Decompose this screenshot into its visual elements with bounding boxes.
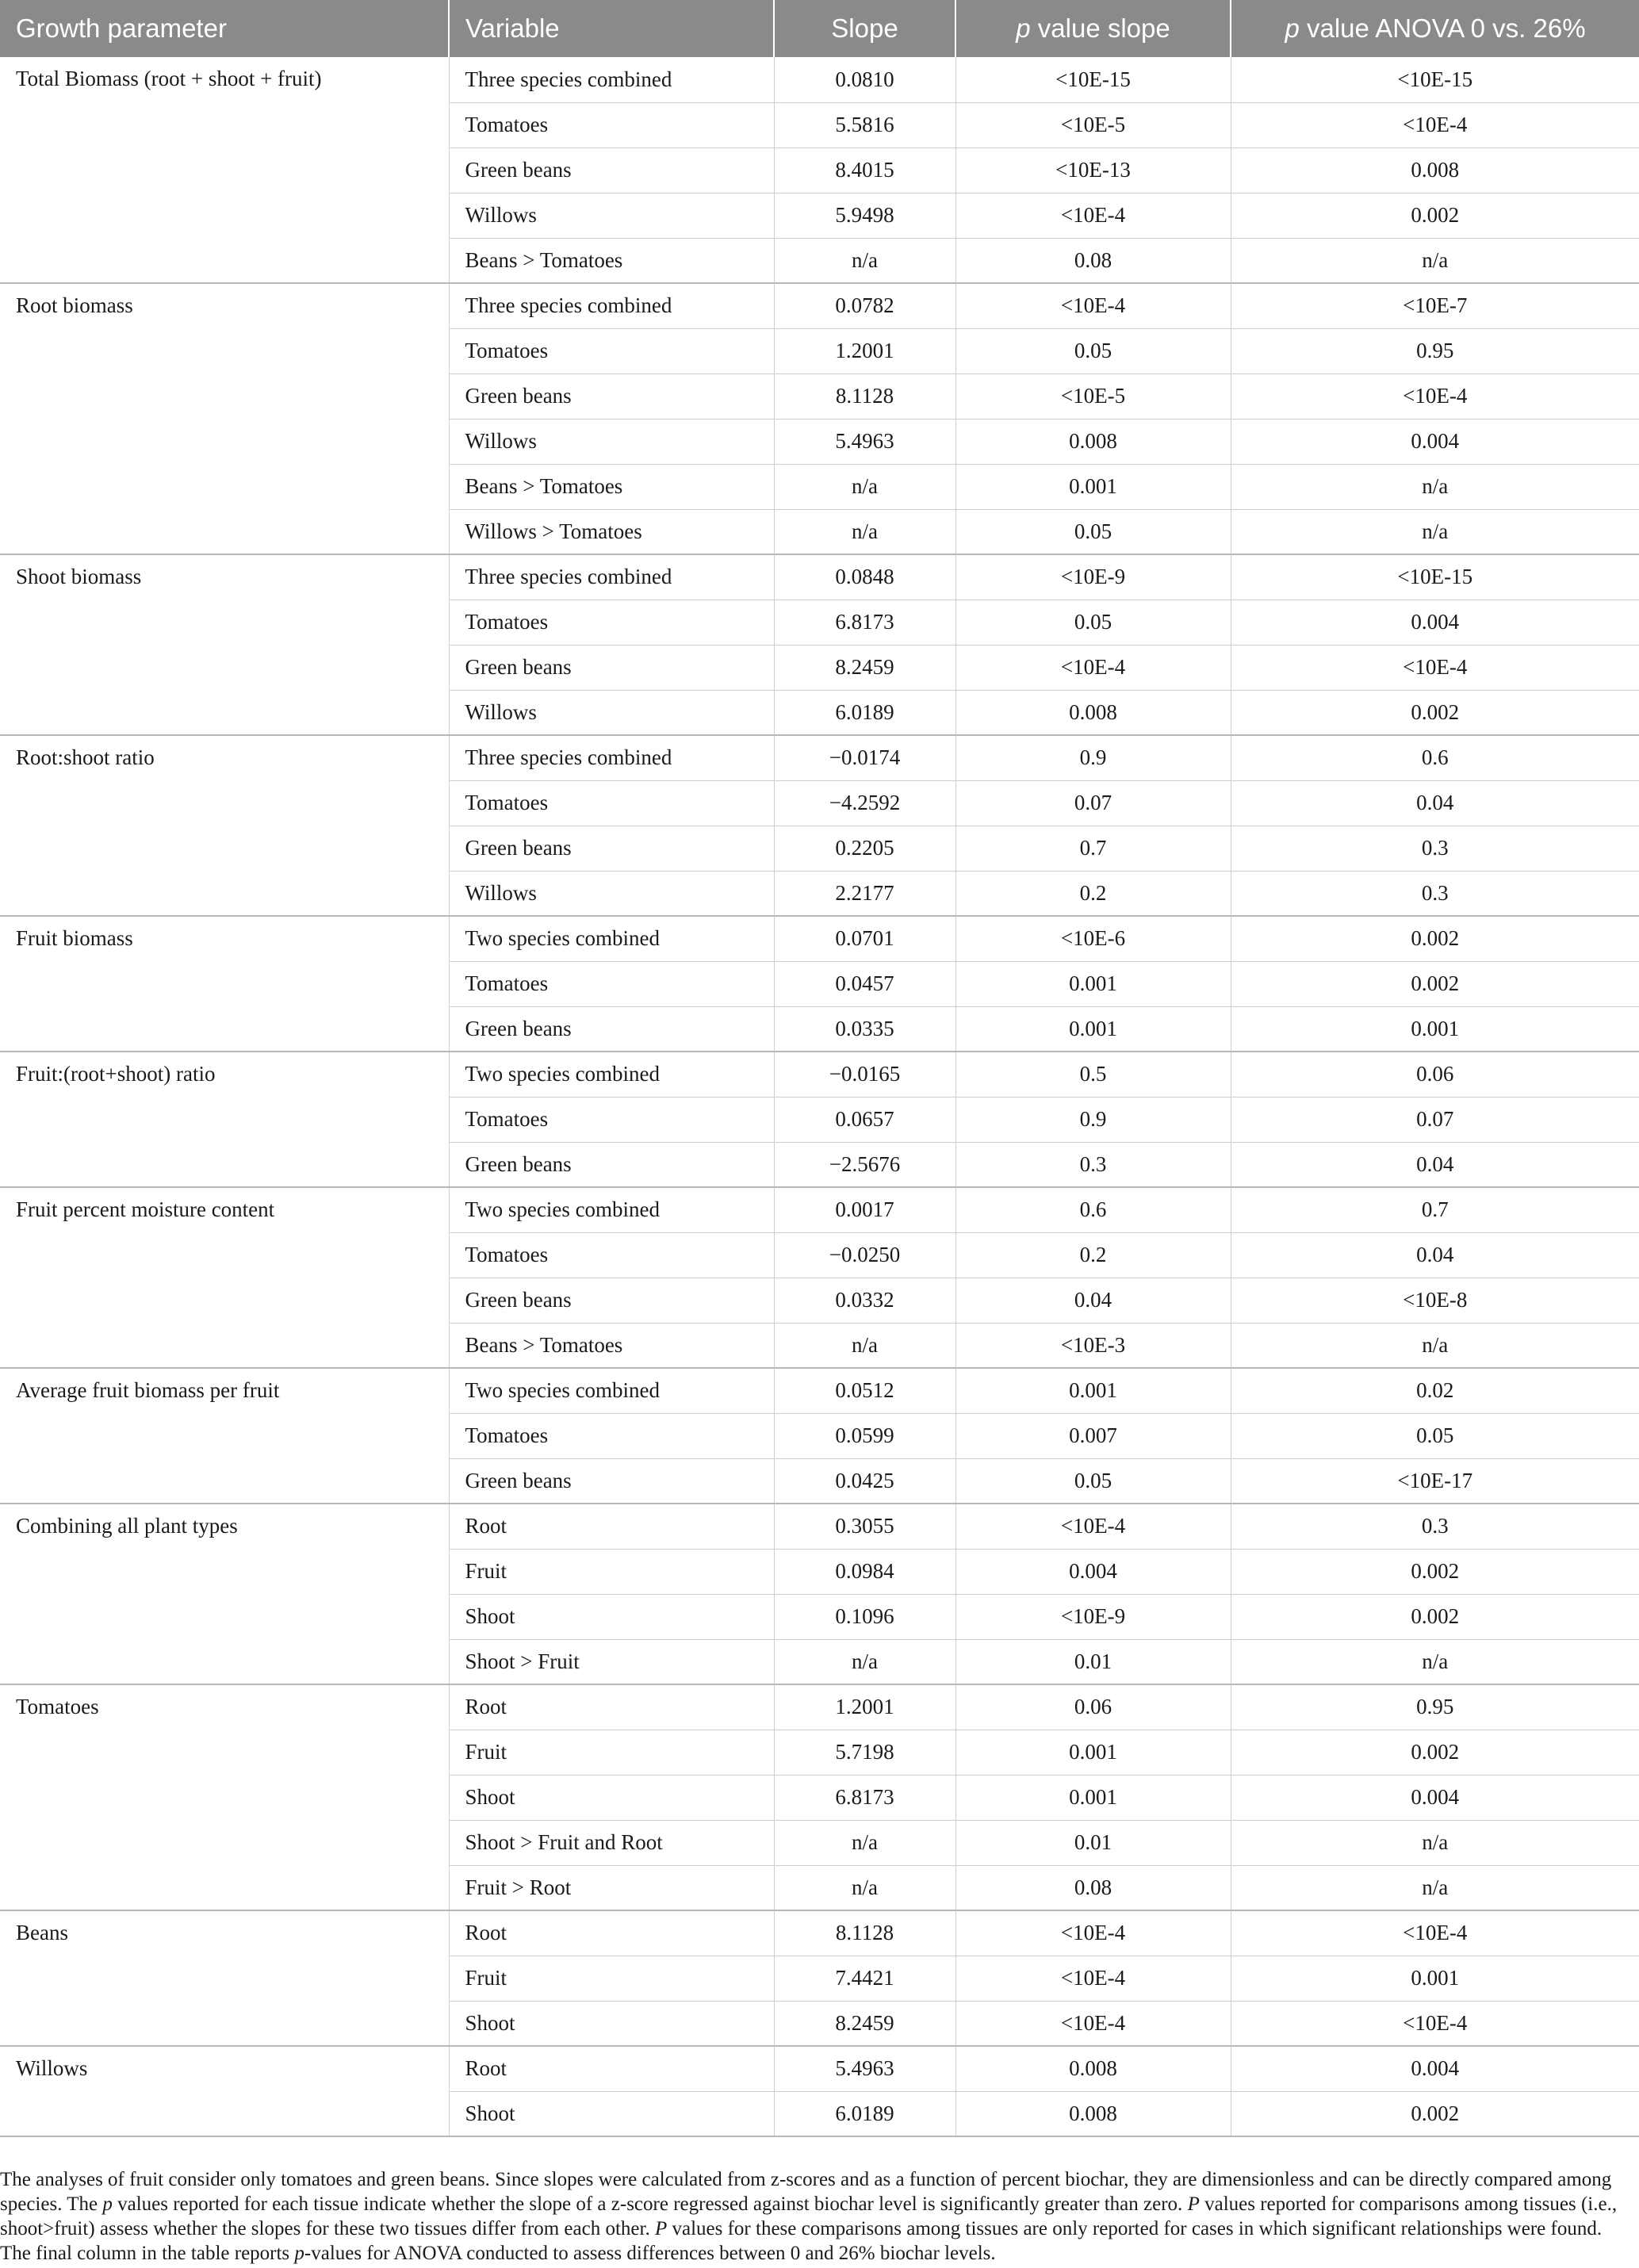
slope-cell: 0.0701: [774, 916, 955, 961]
variable-cell: Tomatoes: [449, 102, 774, 147]
footnote-italic-p: p: [102, 2193, 113, 2215]
p-value-anova-cell: 0.002: [1231, 1730, 1639, 1775]
p-value-anova-cell: 0.05: [1231, 1413, 1639, 1458]
p-value-anova-cell: n/a: [1231, 464, 1639, 509]
table-row: [0, 554, 1639, 600]
variable-cell: Three species combined: [449, 57, 774, 102]
growth-parameter-cell: Beans: [0, 1910, 449, 2046]
p-value-anova-cell: n/a: [1231, 1323, 1639, 1368]
variable-cell: Two species combined: [449, 916, 774, 961]
p-value-slope-cell: 0.06: [955, 1684, 1231, 1730]
p-value-anova-cell: n/a: [1231, 1865, 1639, 1910]
slope-cell: 6.8173: [774, 1775, 955, 1820]
table-row: [0, 1910, 1639, 1956]
p-value-slope-cell: 0.05: [955, 600, 1231, 645]
p-value-slope-cell: 0.008: [955, 2091, 1231, 2136]
table-row: [0, 1187, 1639, 1232]
p-value-slope-cell: <10E-4: [955, 1910, 1231, 1956]
p-value-slope-cell: <10E-6: [955, 916, 1231, 961]
p-value-anova-cell: <10E-4: [1231, 2001, 1639, 2046]
p-value-anova-cell: n/a: [1231, 238, 1639, 283]
variable-cell: Three species combined: [449, 735, 774, 780]
p-value-slope-cell: 0.6: [955, 1187, 1231, 1232]
p-value-slope-cell: <10E-4: [955, 1956, 1231, 2001]
variable-cell: Tomatoes: [449, 1232, 774, 1278]
p-value-anova-cell: 0.004: [1231, 600, 1639, 645]
slope-cell: 6.0189: [774, 2091, 955, 2136]
p-value-slope-cell: 0.9: [955, 735, 1231, 780]
variable-cell: Three species combined: [449, 554, 774, 600]
growth-parameter-cell: Fruit percent moisture content: [0, 1187, 449, 1368]
p-value-slope-cell: <10E-4: [955, 1504, 1231, 1549]
header-p-value-slope: [955, 0, 1231, 57]
slope-cell: 6.8173: [774, 600, 955, 645]
variable-cell: Root: [449, 2046, 774, 2091]
p-value-slope-cell: 0.05: [955, 509, 1231, 554]
p-value-anova-cell: n/a: [1231, 509, 1639, 554]
slope-cell: 5.4963: [774, 2046, 955, 2091]
slope-cell: −0.0250: [774, 1232, 955, 1278]
p-value-slope-cell: 0.08: [955, 1865, 1231, 1910]
variable-cell: Green beans: [449, 645, 774, 690]
slope-cell: −0.0165: [774, 1052, 955, 1097]
p-value-slope-cell: 0.001: [955, 1730, 1231, 1775]
table-row: [0, 1052, 1639, 1097]
p-value-anova-cell: <10E-17: [1231, 1458, 1639, 1504]
slope-cell: 0.0782: [774, 283, 955, 328]
p-value-slope-cell: <10E-5: [955, 374, 1231, 419]
variable-cell: Green beans: [449, 147, 774, 193]
p-value-anova-cell: 0.001: [1231, 1956, 1639, 2001]
variable-cell: Shoot: [449, 1594, 774, 1639]
slope-cell: 7.4421: [774, 1956, 955, 2001]
growth-parameter-cell: Combining all plant types: [0, 1504, 449, 1684]
table-row: [0, 283, 1639, 328]
slope-cell: 0.1096: [774, 1594, 955, 1639]
header-slope: Slope: [774, 0, 955, 57]
p-value-anova-cell: 0.002: [1231, 916, 1639, 961]
variable-cell: Tomatoes: [449, 600, 774, 645]
p-value-anova-cell: 0.001: [1231, 1006, 1639, 1052]
p-value-slope-cell: 0.001: [955, 1368, 1231, 1413]
table-row: [0, 916, 1639, 961]
slope-cell: 0.0848: [774, 554, 955, 600]
growth-parameter-cell: Average fruit biomass per fruit: [0, 1368, 449, 1504]
p-value-slope-cell: 0.9: [955, 1097, 1231, 1142]
slope-cell: 0.0425: [774, 1458, 955, 1504]
growth-parameter-cell: Total Biomass (root + shoot + fruit): [0, 57, 449, 283]
p-value-slope-cell: 0.01: [955, 1820, 1231, 1865]
p-value-slope-cell: 0.007: [955, 1413, 1231, 1458]
slope-cell: n/a: [774, 1865, 955, 1910]
growth-parameter-cell: Fruit:(root+shoot) ratio: [0, 1052, 449, 1187]
p-value-anova-cell: 0.002: [1231, 690, 1639, 735]
variable-cell: Root: [449, 1504, 774, 1549]
table-row: [0, 2046, 1639, 2091]
variable-cell: Green beans: [449, 1006, 774, 1052]
p-value-anova-cell: <10E-4: [1231, 1910, 1639, 1956]
variable-cell: Fruit: [449, 1730, 774, 1775]
slope-cell: 8.1128: [774, 1910, 955, 1956]
p-value-slope-cell: 0.004: [955, 1549, 1231, 1594]
slope-cell: 5.5816: [774, 102, 955, 147]
variable-cell: Tomatoes: [449, 1097, 774, 1142]
p-value-slope-cell: 0.5: [955, 1052, 1231, 1097]
p-value-slope-cell: 0.001: [955, 1006, 1231, 1052]
variable-cell: Green beans: [449, 1142, 774, 1187]
variable-cell: Willows: [449, 193, 774, 238]
p-value-anova-cell: 0.7: [1231, 1187, 1639, 1232]
variable-cell: Two species combined: [449, 1368, 774, 1413]
slope-cell: 0.0657: [774, 1097, 955, 1142]
p-value-anova-cell: 0.002: [1231, 1549, 1639, 1594]
p-value-slope-cell: <10E-4: [955, 193, 1231, 238]
slope-cell: 2.2177: [774, 871, 955, 916]
variable-cell: Tomatoes: [449, 328, 774, 374]
footnote-text-3: values reported for comparisons among tissues (i.e., shoot>fruit) assess whether the slopes for these two tissues differ from each other.: [0, 2193, 1618, 2239]
slope-cell: 0.0017: [774, 1187, 955, 1232]
footnote-text-5: -values for ANOVA conducted to assess differences between 0 and 26% biochar levels.: [304, 2243, 996, 2264]
p-value-anova-cell: 0.3: [1231, 826, 1639, 871]
p-value-anova-cell: 0.07: [1231, 1097, 1639, 1142]
slope-cell: 0.0457: [774, 961, 955, 1006]
p-value-slope-cell: 0.001: [955, 1775, 1231, 1820]
p-value-slope-cell: <10E-4: [955, 2001, 1231, 2046]
table-header: [0, 0, 1639, 57]
header-variable: Variable: [449, 0, 774, 57]
p-value-slope-cell: 0.7: [955, 826, 1231, 871]
p-value-slope-cell: 0.001: [955, 961, 1231, 1006]
variable-cell: Shoot: [449, 1775, 774, 1820]
slope-cell: n/a: [774, 1639, 955, 1684]
footnote-text-2: values reported for each tissue indicate whether the slope of a z-score regressed against biochar level is significantly greater than zero.: [112, 2193, 1188, 2215]
slope-cell: 8.2459: [774, 645, 955, 690]
footnote-italic-p: p: [294, 2243, 304, 2264]
p-value-anova-cell: 0.002: [1231, 2091, 1639, 2136]
footnote-italic-p: P: [654, 2218, 668, 2239]
slope-cell: n/a: [774, 1323, 955, 1368]
p-value-slope-cell: 0.05: [955, 1458, 1231, 1504]
variable-cell: Two species combined: [449, 1187, 774, 1232]
growth-parameter-cell: Tomatoes: [0, 1684, 449, 1910]
p-value-anova-cell: <10E-7: [1231, 283, 1639, 328]
p-value-anova-cell: 0.06: [1231, 1052, 1639, 1097]
variable-cell: Green beans: [449, 1278, 774, 1323]
p-value-anova-cell: 0.004: [1231, 2046, 1639, 2091]
variable-cell: Beans > Tomatoes: [449, 464, 774, 509]
variable-cell: Fruit > Root: [449, 1865, 774, 1910]
slope-cell: 8.1128: [774, 374, 955, 419]
p-value-anova-cell: 0.95: [1231, 1684, 1639, 1730]
p-value-slope-cell: 0.2: [955, 1232, 1231, 1278]
p-value-slope-cell: 0.05: [955, 328, 1231, 374]
p-value-slope-cell: 0.008: [955, 2046, 1231, 2091]
table-row: [0, 1684, 1639, 1730]
p-value-anova-cell: 0.3: [1231, 1504, 1639, 1549]
p-value-slope-cell: <10E-4: [955, 645, 1231, 690]
variable-cell: Tomatoes: [449, 961, 774, 1006]
p-value-anova-cell: <10E-4: [1231, 374, 1639, 419]
p-value-anova-cell: 0.04: [1231, 780, 1639, 826]
variable-cell: Green beans: [449, 1458, 774, 1504]
p-value-anova-cell: 0.002: [1231, 193, 1639, 238]
p-value-slope-cell: 0.2: [955, 871, 1231, 916]
p-value-slope-cell: <10E-5: [955, 102, 1231, 147]
slope-cell: −0.0174: [774, 735, 955, 780]
slope-cell: 0.0984: [774, 1549, 955, 1594]
p-value-anova-cell: <10E-4: [1231, 102, 1639, 147]
slope-cell: 6.0189: [774, 690, 955, 735]
header-p-italic: p: [1016, 13, 1031, 43]
table-row: [0, 735, 1639, 780]
footnote-italic-p: P: [1187, 2193, 1200, 2215]
table-row: [0, 1368, 1639, 1413]
p-value-anova-cell: 0.04: [1231, 1142, 1639, 1187]
variable-cell: Shoot: [449, 2001, 774, 2046]
p-value-anova-cell: 0.004: [1231, 1775, 1639, 1820]
variable-cell: Willows: [449, 871, 774, 916]
slope-cell: −4.2592: [774, 780, 955, 826]
variable-cell: Willows: [449, 690, 774, 735]
slope-cell: 0.2205: [774, 826, 955, 871]
slope-cell: 0.0335: [774, 1006, 955, 1052]
variable-cell: Shoot > Fruit: [449, 1639, 774, 1684]
growth-parameter-cell: Willows: [0, 2046, 449, 2136]
growth-parameter-cell: Shoot biomass: [0, 554, 449, 735]
header-p-value-anova: [1231, 0, 1639, 57]
p-value-slope-cell: 0.04: [955, 1278, 1231, 1323]
p-value-slope-cell: 0.001: [955, 464, 1231, 509]
header-p-value-anova-text: value ANOVA 0 vs. 26%: [1299, 13, 1586, 43]
p-value-anova-cell: 0.004: [1231, 419, 1639, 464]
p-value-slope-cell: 0.07: [955, 780, 1231, 826]
table-body: [0, 57, 1639, 2136]
p-value-anova-cell: n/a: [1231, 1820, 1639, 1865]
p-value-anova-cell: <10E-15: [1231, 57, 1639, 102]
slope-cell: 0.0810: [774, 57, 955, 102]
p-value-slope-cell: <10E-15: [955, 57, 1231, 102]
variable-cell: Green beans: [449, 374, 774, 419]
p-value-slope-cell: <10E-13: [955, 147, 1231, 193]
variable-cell: Tomatoes: [449, 1413, 774, 1458]
variable-cell: Root: [449, 1910, 774, 1956]
p-value-anova-cell: 0.3: [1231, 871, 1639, 916]
slope-cell: n/a: [774, 1820, 955, 1865]
slope-cell: n/a: [774, 464, 955, 509]
p-value-anova-cell: <10E-8: [1231, 1278, 1639, 1323]
p-value-slope-cell: 0.08: [955, 238, 1231, 283]
p-value-slope-cell: <10E-4: [955, 283, 1231, 328]
slope-cell: 0.0512: [774, 1368, 955, 1413]
variable-cell: Fruit: [449, 1549, 774, 1594]
p-value-anova-cell: 0.95: [1231, 328, 1639, 374]
slope-cell: 1.2001: [774, 328, 955, 374]
footnote-text-4: values for these comparisons among tissues are only reported for cases in which significant relationships were found. The final column in the table reports: [0, 2218, 1603, 2264]
p-value-anova-cell: 0.002: [1231, 961, 1639, 1006]
variable-cell: Beans > Tomatoes: [449, 238, 774, 283]
p-value-slope-cell: <10E-9: [955, 1594, 1231, 1639]
slope-cell: n/a: [774, 509, 955, 554]
p-value-anova-cell: 0.008: [1231, 147, 1639, 193]
p-value-anova-cell: 0.04: [1231, 1232, 1639, 1278]
variable-cell: Willows: [449, 419, 774, 464]
p-value-slope-cell: 0.01: [955, 1639, 1231, 1684]
slope-cell: 5.4963: [774, 419, 955, 464]
p-value-slope-cell: <10E-3: [955, 1323, 1231, 1368]
p-value-slope-cell: 0.008: [955, 419, 1231, 464]
table-row: [0, 1504, 1639, 1549]
p-value-anova-cell: <10E-15: [1231, 554, 1639, 600]
p-value-anova-cell: 0.6: [1231, 735, 1639, 780]
variable-cell: Two species combined: [449, 1052, 774, 1097]
p-value-anova-cell: 0.002: [1231, 1594, 1639, 1639]
variable-cell: Tomatoes: [449, 780, 774, 826]
table-footnote: [0, 2167, 1626, 2266]
variable-cell: Willows > Tomatoes: [449, 509, 774, 554]
variable-cell: Green beans: [449, 826, 774, 871]
p-value-slope-cell: 0.3: [955, 1142, 1231, 1187]
variable-cell: Root: [449, 1684, 774, 1730]
slope-cell: n/a: [774, 238, 955, 283]
slope-cell: 0.0332: [774, 1278, 955, 1323]
slope-cell: 1.2001: [774, 1684, 955, 1730]
slope-cell: 0.3055: [774, 1504, 955, 1549]
variable-cell: Shoot: [449, 2091, 774, 2136]
p-value-slope-cell: 0.008: [955, 690, 1231, 735]
slope-cell: 5.9498: [774, 193, 955, 238]
slope-cell: 8.4015: [774, 147, 955, 193]
variable-cell: Three species combined: [449, 283, 774, 328]
table-row: [0, 57, 1639, 102]
growth-parameter-cell: Root:shoot ratio: [0, 735, 449, 916]
slope-cell: 8.2459: [774, 2001, 955, 2046]
variable-cell: Fruit: [449, 1956, 774, 2001]
p-value-slope-cell: <10E-9: [955, 554, 1231, 600]
header-row: [0, 0, 1639, 57]
growth-parameter-cell: Root biomass: [0, 283, 449, 554]
growth-parameter-cell: Fruit biomass: [0, 916, 449, 1052]
slope-cell: −2.5676: [774, 1142, 955, 1187]
p-value-anova-cell: 0.02: [1231, 1368, 1639, 1413]
slope-cell: 0.0599: [774, 1413, 955, 1458]
slope-cell: 5.7198: [774, 1730, 955, 1775]
variable-cell: Shoot > Fruit and Root: [449, 1820, 774, 1865]
p-value-anova-cell: <10E-4: [1231, 645, 1639, 690]
header-p-italic: p: [1285, 13, 1300, 43]
header-growth-parameter: Growth parameter: [0, 0, 449, 57]
variable-cell: Beans > Tomatoes: [449, 1323, 774, 1368]
footnote-text-1: The analyses of fruit consider only tomatoes and green beans. Since slopes were calculated from z-scores and as a function of percent biochar, they are dimensionless and can be directly compared among species. The: [0, 2169, 1612, 2215]
header-p-value-slope-text: value slope: [1030, 13, 1170, 43]
p-value-anova-cell: n/a: [1231, 1639, 1639, 1684]
